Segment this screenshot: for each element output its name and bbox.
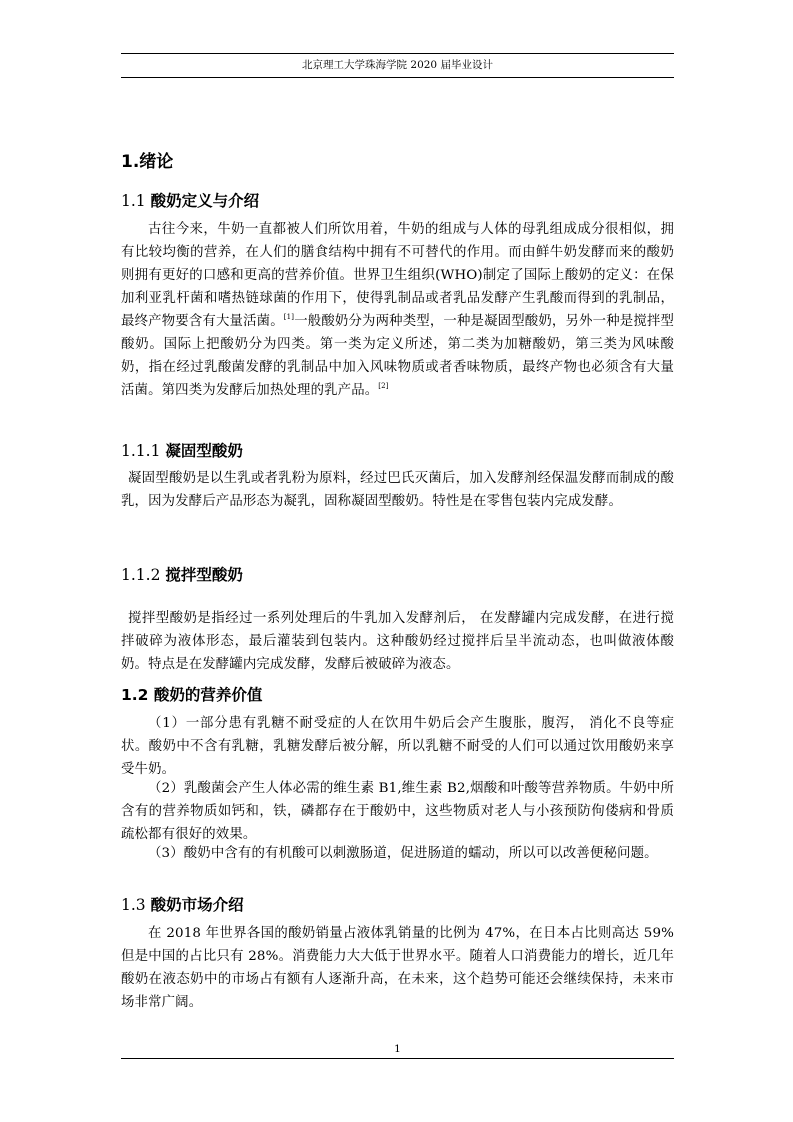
section-title: 酸奶定义与介绍 [150, 192, 260, 210]
paragraph-text: 一般酸奶分为两种类型，一种是凝固型酸奶，另外一种是搅拌型酸奶。国际上把酸奶分为四类。第一类为定义所述，第二类为加糖酸奶，第三类为风味酸奶，指在经过乳酸菌发酵的乳制品中加入风味物质或者香味物质，最终产物也必须含有大量活菌。第四类为发酵后加热处理的乳产品。 [121, 314, 674, 398]
section-title: 酸奶市场介绍 [150, 896, 244, 914]
footer-rule [121, 1058, 674, 1059]
section-title: 1.2 酸奶的营养价值 [121, 686, 263, 704]
paragraph-definition [121, 218, 674, 402]
section-heading-1-1-1 [121, 439, 674, 461]
paragraph-market: 在 2018 年世界各国的酸奶销量占液体乳销量的比例为 47%，在日本占比则高达 59%但是中国的占比只有 28%。消费能力大大低于世界水平。随着人口消费能力的增长，近几年酸奶在液态奶中的市场占有额有人逐渐升高，在未来，这个趋势可能还会继续保持，未来市场非常广阔。 [121, 926, 674, 1010]
section-heading-1-3 [121, 893, 674, 915]
citation-ref: [2] [378, 382, 389, 390]
section-heading-1-1 [121, 189, 674, 211]
section-heading-1-2 [121, 683, 674, 705]
section-heading-1-1-2 [121, 563, 674, 585]
citation-ref: [1] [283, 313, 295, 321]
paragraph-text: 古往今来，牛奶一直都被人们所饮用着，牛奶的组成与人体的母乳组成成分很相似，拥有比较均衡的营养，在人们的膳食结构中拥有不可替代的作用。而由鲜牛奶发酵而来的酸奶则拥有更好的口感和更高的营养价值。世界卫生组织(WHO)制定了国际上酸奶的定义：在保加利亚乳杆菌和嗜热链球菌的作用下，使得乳制品或者乳品发酵产生乳酸而得到的乳制品，最终产物要含有大量活菌。 [121, 222, 674, 329]
list-item: （2）乳酸菌会产生人体必需的维生素 B1,维生素 B2,烟酸和叶酸等营养物质。牛奶中所含有的营养物质如钙和，铁，磷都存在于酸奶中，这些物质对老人与小孩预防佝偻病和骨质疏松都有很好的效果。 [121, 781, 674, 842]
section-number: 1.3 [121, 896, 151, 914]
section-title: 凝固型酸奶 [165, 442, 243, 460]
header-rule [121, 53, 674, 54]
list-item: （1）一部分患有乳糖不耐受症的人在饮用牛奶后会产生腹胀，腹泻， 消化不良等症状。酸奶中不含有乳糖，乳糖发酵后被分解，所以乳糖不耐受的人们可以通过饮用酸奶来享受牛奶。 [121, 716, 674, 777]
paragraph-stirred-yogurt: 搅拌型酸奶是指经过一系列处理后的牛乳加入发酵剂后， 在发酵罐内完成发酵，在进行搅拌破碎为液体形态，最后灌装到包装内。这种酸奶经过搅拌后呈半流动态，也叫做液体酸奶。特点是在发酵罐内完成发酵，发酵后被破碎为液态。 [121, 611, 674, 672]
paragraph-set-yogurt: 凝固型酸奶是以生乳或者乳粉为原料，经过巴氏灭菌后，加入发酵剂经保温发酵而制成的酸乳，因为发酵后产品形态为凝乳，固称凝固型酸奶。特性是在零售包装内完成发酵。 [121, 471, 674, 509]
page-number: 1 [394, 1043, 401, 1055]
running-header: 北京理工大学珠海学院 2020 届毕业设计 [302, 59, 493, 71]
header-underline [121, 77, 674, 78]
list-item: （3）酸奶中含有的有机酸可以刺激肠道，促进肠道的蠕动，所以可以改善便秘问题。 [148, 846, 658, 861]
chapter-heading: 1.绪论 [121, 152, 174, 172]
section-title: 搅拌型酸奶 [165, 566, 243, 584]
section-number: 1.1 [121, 192, 151, 210]
section-number: 1.1.1 [121, 442, 166, 460]
section-number: 1.1.2 [121, 566, 166, 584]
